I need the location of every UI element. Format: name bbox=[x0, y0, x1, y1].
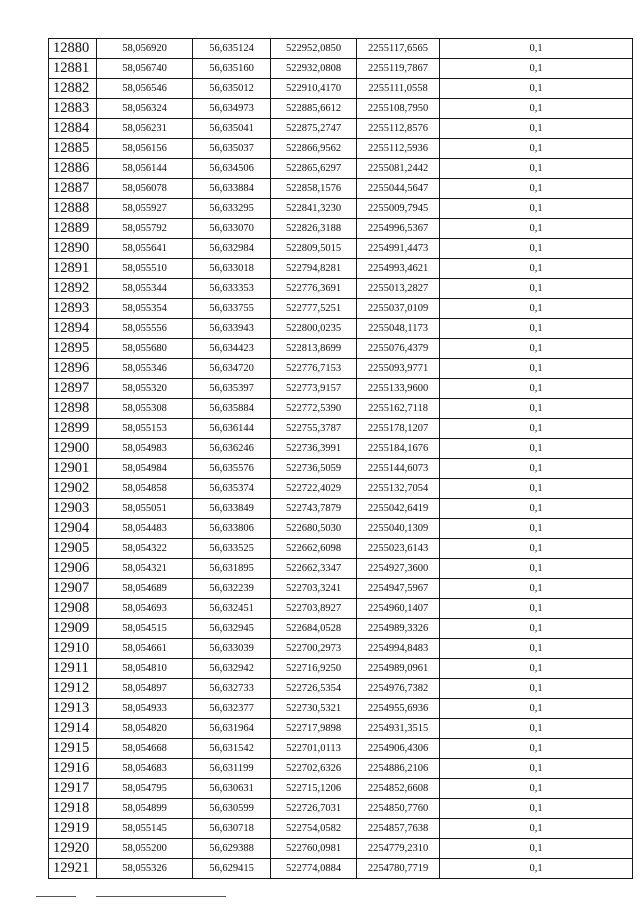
latitude-cell: 58,054683 bbox=[97, 759, 193, 779]
point-number-cell: 12921 bbox=[49, 859, 97, 879]
longitude-cell: 56,636246 bbox=[193, 439, 271, 459]
longitude-cell: 56,633755 bbox=[193, 299, 271, 319]
point-number-cell: 12891 bbox=[49, 259, 97, 279]
latitude-cell: 58,056231 bbox=[97, 119, 193, 139]
point-number-cell: 12887 bbox=[49, 179, 97, 199]
y-coordinate-cell: 2255040,1309 bbox=[357, 519, 440, 539]
accuracy-cell: 0,1 bbox=[440, 499, 633, 519]
y-coordinate-cell: 2254927,3600 bbox=[357, 559, 440, 579]
table-row bbox=[49, 439, 633, 459]
latitude-cell: 58,056144 bbox=[97, 159, 193, 179]
table-row bbox=[49, 299, 633, 319]
table-row bbox=[49, 379, 633, 399]
longitude-cell: 56,632377 bbox=[193, 699, 271, 719]
y-coordinate-cell: 2255132,7054 bbox=[357, 479, 440, 499]
x-coordinate-cell: 522726,7031 bbox=[271, 799, 357, 819]
accuracy-cell: 0,1 bbox=[440, 239, 633, 259]
longitude-cell: 56,635012 bbox=[193, 79, 271, 99]
y-coordinate-cell: 2255093,9771 bbox=[357, 359, 440, 379]
longitude-cell: 56,632733 bbox=[193, 679, 271, 699]
latitude-cell: 58,054693 bbox=[97, 599, 193, 619]
y-coordinate-cell: 2254989,0961 bbox=[357, 659, 440, 679]
table-row bbox=[49, 119, 633, 139]
longitude-cell: 56,635037 bbox=[193, 139, 271, 159]
longitude-cell: 56,633295 bbox=[193, 199, 271, 219]
accuracy-cell: 0,1 bbox=[440, 799, 633, 819]
table-row bbox=[49, 99, 633, 119]
accuracy-cell: 0,1 bbox=[440, 439, 633, 459]
y-coordinate-cell: 2255117,6565 bbox=[357, 39, 440, 59]
point-number-cell: 12892 bbox=[49, 279, 97, 299]
accuracy-cell: 0,1 bbox=[440, 739, 633, 759]
point-number-cell: 12897 bbox=[49, 379, 97, 399]
latitude-cell: 58,054899 bbox=[97, 799, 193, 819]
longitude-cell: 56,635160 bbox=[193, 59, 271, 79]
point-number-cell: 12915 bbox=[49, 739, 97, 759]
y-coordinate-cell: 2255013,2827 bbox=[357, 279, 440, 299]
latitude-cell: 58,055320 bbox=[97, 379, 193, 399]
y-coordinate-cell: 2254947,5967 bbox=[357, 579, 440, 599]
table-row bbox=[49, 159, 633, 179]
accuracy-cell: 0,1 bbox=[440, 399, 633, 419]
latitude-cell: 58,054795 bbox=[97, 779, 193, 799]
accuracy-cell: 0,1 bbox=[440, 139, 633, 159]
accuracy-cell: 0,1 bbox=[440, 699, 633, 719]
longitude-cell: 56,633018 bbox=[193, 259, 271, 279]
latitude-cell: 58,054668 bbox=[97, 739, 193, 759]
point-number-cell: 12902 bbox=[49, 479, 97, 499]
latitude-cell: 58,055145 bbox=[97, 819, 193, 839]
point-number-cell: 12908 bbox=[49, 599, 97, 619]
longitude-cell: 56,631542 bbox=[193, 739, 271, 759]
latitude-cell: 58,054858 bbox=[97, 479, 193, 499]
y-coordinate-cell: 2254780,7719 bbox=[357, 859, 440, 879]
x-coordinate-cell: 522715,1206 bbox=[271, 779, 357, 799]
accuracy-cell: 0,1 bbox=[440, 579, 633, 599]
longitude-cell: 56,629415 bbox=[193, 859, 271, 879]
x-coordinate-cell: 522776,7153 bbox=[271, 359, 357, 379]
table-row bbox=[49, 419, 633, 439]
y-coordinate-cell: 2255144,6073 bbox=[357, 459, 440, 479]
accuracy-cell: 0,1 bbox=[440, 359, 633, 379]
x-coordinate-cell: 522858,1576 bbox=[271, 179, 357, 199]
y-coordinate-cell: 2254779,2310 bbox=[357, 839, 440, 859]
accuracy-cell: 0,1 bbox=[440, 639, 633, 659]
longitude-cell: 56,633070 bbox=[193, 219, 271, 239]
longitude-cell: 56,633806 bbox=[193, 519, 271, 539]
point-number-cell: 12901 bbox=[49, 459, 97, 479]
x-coordinate-cell: 522716,9250 bbox=[271, 659, 357, 679]
longitude-cell: 56,632239 bbox=[193, 579, 271, 599]
latitude-cell: 58,055510 bbox=[97, 259, 193, 279]
accuracy-cell: 0,1 bbox=[440, 559, 633, 579]
y-coordinate-cell: 2254996,5367 bbox=[357, 219, 440, 239]
point-number-cell: 12881 bbox=[49, 59, 97, 79]
x-coordinate-cell: 522774,0884 bbox=[271, 859, 357, 879]
table-row bbox=[49, 459, 633, 479]
table-row bbox=[49, 719, 633, 739]
y-coordinate-cell: 2254991,4473 bbox=[357, 239, 440, 259]
point-number-cell: 12911 bbox=[49, 659, 97, 679]
accuracy-cell: 0,1 bbox=[440, 219, 633, 239]
latitude-cell: 58,056740 bbox=[97, 59, 193, 79]
x-coordinate-cell: 522680,5030 bbox=[271, 519, 357, 539]
x-coordinate-cell: 522736,5059 bbox=[271, 459, 357, 479]
coordinates-table-body bbox=[49, 39, 633, 879]
latitude-cell: 58,055680 bbox=[97, 339, 193, 359]
longitude-cell: 56,632984 bbox=[193, 239, 271, 259]
x-coordinate-cell: 522703,3241 bbox=[271, 579, 357, 599]
latitude-cell: 58,055556 bbox=[97, 319, 193, 339]
x-coordinate-cell: 522662,6098 bbox=[271, 539, 357, 559]
accuracy-cell: 0,1 bbox=[440, 59, 633, 79]
latitude-cell: 58,054984 bbox=[97, 459, 193, 479]
longitude-cell: 56,631964 bbox=[193, 719, 271, 739]
table-row bbox=[49, 819, 633, 839]
table-row bbox=[49, 759, 633, 779]
table-row bbox=[49, 479, 633, 499]
latitude-cell: 58,054689 bbox=[97, 579, 193, 599]
footer-rule-right bbox=[96, 896, 226, 897]
table-row bbox=[49, 139, 633, 159]
accuracy-cell: 0,1 bbox=[440, 479, 633, 499]
latitude-cell: 58,054515 bbox=[97, 619, 193, 639]
y-coordinate-cell: 2254989,3326 bbox=[357, 619, 440, 639]
x-coordinate-cell: 522932,0808 bbox=[271, 59, 357, 79]
point-number-cell: 12889 bbox=[49, 219, 97, 239]
x-coordinate-cell: 522813,8699 bbox=[271, 339, 357, 359]
longitude-cell: 56,632942 bbox=[193, 659, 271, 679]
point-number-cell: 12884 bbox=[49, 119, 97, 139]
accuracy-cell: 0,1 bbox=[440, 459, 633, 479]
table-row bbox=[49, 359, 633, 379]
x-coordinate-cell: 522726,5354 bbox=[271, 679, 357, 699]
x-coordinate-cell: 522875,2747 bbox=[271, 119, 357, 139]
point-number-cell: 12910 bbox=[49, 639, 97, 659]
accuracy-cell: 0,1 bbox=[440, 519, 633, 539]
y-coordinate-cell: 2254906,4306 bbox=[357, 739, 440, 759]
point-number-cell: 12893 bbox=[49, 299, 97, 319]
y-coordinate-cell: 2255042,6419 bbox=[357, 499, 440, 519]
x-coordinate-cell: 522885,6612 bbox=[271, 99, 357, 119]
x-coordinate-cell: 522701,0113 bbox=[271, 739, 357, 759]
x-coordinate-cell: 522777,5251 bbox=[271, 299, 357, 319]
x-coordinate-cell: 522865,6297 bbox=[271, 159, 357, 179]
table-row bbox=[49, 839, 633, 859]
x-coordinate-cell: 522702,6326 bbox=[271, 759, 357, 779]
point-number-cell: 12894 bbox=[49, 319, 97, 339]
x-coordinate-cell: 522743,7879 bbox=[271, 499, 357, 519]
longitude-cell: 56,633353 bbox=[193, 279, 271, 299]
y-coordinate-cell: 2255111,0558 bbox=[357, 79, 440, 99]
longitude-cell: 56,629388 bbox=[193, 839, 271, 859]
point-number-cell: 12882 bbox=[49, 79, 97, 99]
latitude-cell: 58,054897 bbox=[97, 679, 193, 699]
y-coordinate-cell: 2255112,8576 bbox=[357, 119, 440, 139]
table-row bbox=[49, 859, 633, 879]
point-number-cell: 12883 bbox=[49, 99, 97, 119]
table-row bbox=[49, 179, 633, 199]
y-coordinate-cell: 2255119,7867 bbox=[357, 59, 440, 79]
point-number-cell: 12896 bbox=[49, 359, 97, 379]
point-number-cell: 12920 bbox=[49, 839, 97, 859]
accuracy-cell: 0,1 bbox=[440, 679, 633, 699]
longitude-cell: 56,633039 bbox=[193, 639, 271, 659]
point-number-cell: 12916 bbox=[49, 759, 97, 779]
accuracy-cell: 0,1 bbox=[440, 759, 633, 779]
table-row bbox=[49, 79, 633, 99]
table-row bbox=[49, 539, 633, 559]
accuracy-cell: 0,1 bbox=[440, 199, 633, 219]
longitude-cell: 56,634973 bbox=[193, 99, 271, 119]
table-row bbox=[49, 599, 633, 619]
x-coordinate-cell: 522754,0582 bbox=[271, 819, 357, 839]
accuracy-cell: 0,1 bbox=[440, 279, 633, 299]
x-coordinate-cell: 522952,0850 bbox=[271, 39, 357, 59]
latitude-cell: 58,055344 bbox=[97, 279, 193, 299]
table-row bbox=[49, 339, 633, 359]
x-coordinate-cell: 522730,5321 bbox=[271, 699, 357, 719]
accuracy-cell: 0,1 bbox=[440, 319, 633, 339]
table-row bbox=[49, 659, 633, 679]
latitude-cell: 58,056078 bbox=[97, 179, 193, 199]
x-coordinate-cell: 522755,3787 bbox=[271, 419, 357, 439]
y-coordinate-cell: 2254976,7382 bbox=[357, 679, 440, 699]
table-row bbox=[49, 199, 633, 219]
accuracy-cell: 0,1 bbox=[440, 419, 633, 439]
point-number-cell: 12890 bbox=[49, 239, 97, 259]
latitude-cell: 58,054810 bbox=[97, 659, 193, 679]
accuracy-cell: 0,1 bbox=[440, 99, 633, 119]
longitude-cell: 56,634720 bbox=[193, 359, 271, 379]
table-row bbox=[49, 259, 633, 279]
longitude-cell: 56,635374 bbox=[193, 479, 271, 499]
x-coordinate-cell: 522772,5390 bbox=[271, 399, 357, 419]
table-row bbox=[49, 679, 633, 699]
latitude-cell: 58,054321 bbox=[97, 559, 193, 579]
x-coordinate-cell: 522717,9898 bbox=[271, 719, 357, 739]
x-coordinate-cell: 522794,8281 bbox=[271, 259, 357, 279]
point-number-cell: 12919 bbox=[49, 819, 97, 839]
x-coordinate-cell: 522760,0981 bbox=[271, 839, 357, 859]
y-coordinate-cell: 2254886,2106 bbox=[357, 759, 440, 779]
accuracy-cell: 0,1 bbox=[440, 539, 633, 559]
point-number-cell: 12886 bbox=[49, 159, 97, 179]
accuracy-cell: 0,1 bbox=[440, 599, 633, 619]
y-coordinate-cell: 2255112,5936 bbox=[357, 139, 440, 159]
point-number-cell: 12913 bbox=[49, 699, 97, 719]
x-coordinate-cell: 522684,0528 bbox=[271, 619, 357, 639]
y-coordinate-cell: 2255108,7950 bbox=[357, 99, 440, 119]
y-coordinate-cell: 2254994,8483 bbox=[357, 639, 440, 659]
table-row bbox=[49, 219, 633, 239]
latitude-cell: 58,056156 bbox=[97, 139, 193, 159]
accuracy-cell: 0,1 bbox=[440, 259, 633, 279]
latitude-cell: 58,055346 bbox=[97, 359, 193, 379]
x-coordinate-cell: 522910,4170 bbox=[271, 79, 357, 99]
longitude-cell: 56,633884 bbox=[193, 179, 271, 199]
table-row bbox=[49, 779, 633, 799]
y-coordinate-cell: 2254955,6936 bbox=[357, 699, 440, 719]
longitude-cell: 56,635041 bbox=[193, 119, 271, 139]
x-coordinate-cell: 522866,9562 bbox=[271, 139, 357, 159]
point-number-cell: 12912 bbox=[49, 679, 97, 699]
latitude-cell: 58,054483 bbox=[97, 519, 193, 539]
coordinates-table bbox=[48, 38, 633, 879]
x-coordinate-cell: 522662,3347 bbox=[271, 559, 357, 579]
point-number-cell: 12909 bbox=[49, 619, 97, 639]
table-row bbox=[49, 579, 633, 599]
table-row bbox=[49, 519, 633, 539]
y-coordinate-cell: 2255009,7945 bbox=[357, 199, 440, 219]
table-row bbox=[49, 559, 633, 579]
x-coordinate-cell: 522703,8927 bbox=[271, 599, 357, 619]
accuracy-cell: 0,1 bbox=[440, 119, 633, 139]
y-coordinate-cell: 2254850,7760 bbox=[357, 799, 440, 819]
y-coordinate-cell: 2254993,4621 bbox=[357, 259, 440, 279]
x-coordinate-cell: 522826,3188 bbox=[271, 219, 357, 239]
longitude-cell: 56,635397 bbox=[193, 379, 271, 399]
table-row bbox=[49, 799, 633, 819]
accuracy-cell: 0,1 bbox=[440, 719, 633, 739]
latitude-cell: 58,056920 bbox=[97, 39, 193, 59]
longitude-cell: 56,630631 bbox=[193, 779, 271, 799]
latitude-cell: 58,054322 bbox=[97, 539, 193, 559]
point-number-cell: 12900 bbox=[49, 439, 97, 459]
point-number-cell: 12917 bbox=[49, 779, 97, 799]
point-number-cell: 12905 bbox=[49, 539, 97, 559]
table-row bbox=[49, 619, 633, 639]
x-coordinate-cell: 522800,0235 bbox=[271, 319, 357, 339]
longitude-cell: 56,631199 bbox=[193, 759, 271, 779]
longitude-cell: 56,635884 bbox=[193, 399, 271, 419]
x-coordinate-cell: 522773,9157 bbox=[271, 379, 357, 399]
x-coordinate-cell: 522841,3230 bbox=[271, 199, 357, 219]
accuracy-cell: 0,1 bbox=[440, 159, 633, 179]
point-number-cell: 12888 bbox=[49, 199, 97, 219]
y-coordinate-cell: 2255044,5647 bbox=[357, 179, 440, 199]
accuracy-cell: 0,1 bbox=[440, 339, 633, 359]
accuracy-cell: 0,1 bbox=[440, 179, 633, 199]
point-number-cell: 12906 bbox=[49, 559, 97, 579]
point-number-cell: 12903 bbox=[49, 499, 97, 519]
y-coordinate-cell: 2254852,6608 bbox=[357, 779, 440, 799]
point-number-cell: 12898 bbox=[49, 399, 97, 419]
x-coordinate-cell: 522722,4029 bbox=[271, 479, 357, 499]
latitude-cell: 58,055153 bbox=[97, 419, 193, 439]
longitude-cell: 56,636144 bbox=[193, 419, 271, 439]
point-number-cell: 12904 bbox=[49, 519, 97, 539]
latitude-cell: 58,055927 bbox=[97, 199, 193, 219]
accuracy-cell: 0,1 bbox=[440, 379, 633, 399]
x-coordinate-cell: 522736,3991 bbox=[271, 439, 357, 459]
y-coordinate-cell: 2255081,2442 bbox=[357, 159, 440, 179]
x-coordinate-cell: 522776,3691 bbox=[271, 279, 357, 299]
y-coordinate-cell: 2255162,7118 bbox=[357, 399, 440, 419]
latitude-cell: 58,056324 bbox=[97, 99, 193, 119]
y-coordinate-cell: 2255184,1676 bbox=[357, 439, 440, 459]
point-number-cell: 12885 bbox=[49, 139, 97, 159]
y-coordinate-cell: 2255076,4379 bbox=[357, 339, 440, 359]
y-coordinate-cell: 2254857,7638 bbox=[357, 819, 440, 839]
latitude-cell: 58,054820 bbox=[97, 719, 193, 739]
longitude-cell: 56,634423 bbox=[193, 339, 271, 359]
latitude-cell: 58,055200 bbox=[97, 839, 193, 859]
y-coordinate-cell: 2255048,1173 bbox=[357, 319, 440, 339]
accuracy-cell: 0,1 bbox=[440, 39, 633, 59]
longitude-cell: 56,633849 bbox=[193, 499, 271, 519]
accuracy-cell: 0,1 bbox=[440, 619, 633, 639]
table-row bbox=[49, 399, 633, 419]
latitude-cell: 58,055308 bbox=[97, 399, 193, 419]
point-number-cell: 12895 bbox=[49, 339, 97, 359]
latitude-cell: 58,056546 bbox=[97, 79, 193, 99]
accuracy-cell: 0,1 bbox=[440, 779, 633, 799]
x-coordinate-cell: 522700,2973 bbox=[271, 639, 357, 659]
accuracy-cell: 0,1 bbox=[440, 299, 633, 319]
table-row bbox=[49, 739, 633, 759]
longitude-cell: 56,635124 bbox=[193, 39, 271, 59]
y-coordinate-cell: 2255178,1207 bbox=[357, 419, 440, 439]
longitude-cell: 56,630599 bbox=[193, 799, 271, 819]
longitude-cell: 56,630718 bbox=[193, 819, 271, 839]
table-row bbox=[49, 699, 633, 719]
latitude-cell: 58,055641 bbox=[97, 239, 193, 259]
point-number-cell: 12918 bbox=[49, 799, 97, 819]
x-coordinate-cell: 522809,5015 bbox=[271, 239, 357, 259]
y-coordinate-cell: 2255133,9600 bbox=[357, 379, 440, 399]
point-number-cell: 12880 bbox=[49, 39, 97, 59]
longitude-cell: 56,632451 bbox=[193, 599, 271, 619]
latitude-cell: 58,054933 bbox=[97, 699, 193, 719]
point-number-cell: 12907 bbox=[49, 579, 97, 599]
latitude-cell: 58,055326 bbox=[97, 859, 193, 879]
latitude-cell: 58,055792 bbox=[97, 219, 193, 239]
y-coordinate-cell: 2254931,3515 bbox=[357, 719, 440, 739]
accuracy-cell: 0,1 bbox=[440, 859, 633, 879]
longitude-cell: 56,633943 bbox=[193, 319, 271, 339]
longitude-cell: 56,632945 bbox=[193, 619, 271, 639]
table-row bbox=[49, 239, 633, 259]
point-number-cell: 12914 bbox=[49, 719, 97, 739]
y-coordinate-cell: 2255037,0109 bbox=[357, 299, 440, 319]
table-row bbox=[49, 39, 633, 59]
latitude-cell: 58,055051 bbox=[97, 499, 193, 519]
y-coordinate-cell: 2255023,6143 bbox=[357, 539, 440, 559]
latitude-cell: 58,054983 bbox=[97, 439, 193, 459]
table-row bbox=[49, 319, 633, 339]
table-row bbox=[49, 499, 633, 519]
longitude-cell: 56,634506 bbox=[193, 159, 271, 179]
accuracy-cell: 0,1 bbox=[440, 819, 633, 839]
longitude-cell: 56,633525 bbox=[193, 539, 271, 559]
table-row bbox=[49, 279, 633, 299]
accuracy-cell: 0,1 bbox=[440, 79, 633, 99]
accuracy-cell: 0,1 bbox=[440, 839, 633, 859]
y-coordinate-cell: 2254960,1407 bbox=[357, 599, 440, 619]
longitude-cell: 56,631895 bbox=[193, 559, 271, 579]
latitude-cell: 58,055354 bbox=[97, 299, 193, 319]
table-row bbox=[49, 639, 633, 659]
accuracy-cell: 0,1 bbox=[440, 659, 633, 679]
latitude-cell: 58,054661 bbox=[97, 639, 193, 659]
footer-rule-left bbox=[36, 896, 76, 897]
table-row bbox=[49, 59, 633, 79]
longitude-cell: 56,635576 bbox=[193, 459, 271, 479]
point-number-cell: 12899 bbox=[49, 419, 97, 439]
